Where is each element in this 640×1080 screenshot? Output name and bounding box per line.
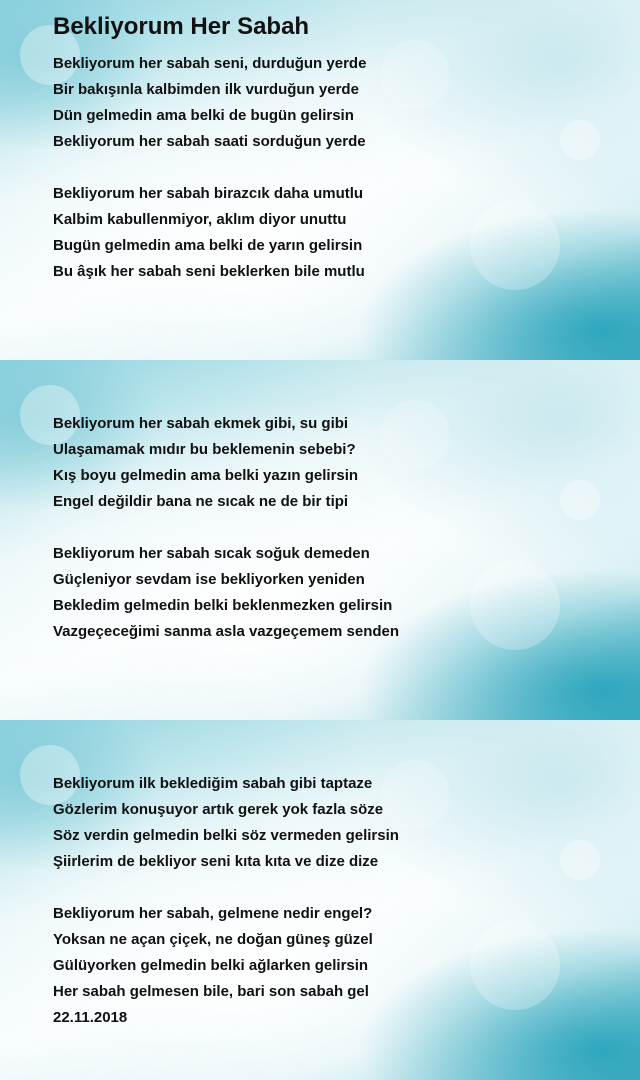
poem-line: Her sabah gelmesen bile, bari son sabah gel — [53, 983, 369, 1000]
stanza-1 — [53, 51, 366, 155]
bokeh-light — [560, 120, 600, 160]
bokeh-light — [470, 560, 560, 650]
poem-line: Bekliyorum ilk beklediğim sabah gibi taptaze — [53, 775, 373, 792]
bokeh-light — [380, 40, 450, 110]
poem-line: Bekliyorum her sabah saati sorduğun yerde — [53, 133, 366, 150]
poem-line: Kış boyu gelmedin ama belki yazın gelirsin — [53, 467, 359, 484]
poem-line: Bekliyorum her sabah ekmek gibi, su gibi — [53, 415, 349, 432]
poem-line: Gözlerim konuşuyor artık gerek yok fazla söze — [53, 801, 384, 818]
poem-line: Söz verdin gelmedin belki söz vermeden gelirsin — [53, 827, 399, 844]
poem-line: Bu âşık her sabah seni beklerken bile mutlu — [53, 263, 365, 280]
poem-date: 22.11.2018 — [53, 1009, 128, 1026]
poem-panel-1 — [0, 0, 640, 360]
stanza-5 — [53, 771, 399, 875]
poem-line: Bekliyorum her sabah seni, durduğun yerde — [53, 55, 367, 72]
poem-line: Vazgeçeceğimi sanma asla vazgeçemem senden — [53, 623, 400, 640]
poem-line: Bugün gelmedin ama belki de yarın gelirsin — [53, 237, 363, 254]
poem-line: Yoksan ne açan çiçek, ne doğan güneş güzel — [53, 931, 373, 948]
poem-line: Bekledim gelmedin belki beklenmezken gelirsin — [53, 597, 393, 614]
stanza-6 — [53, 901, 373, 1031]
bokeh-light — [560, 480, 600, 520]
poem-line: Ulaşamamak mıdır bu beklemenin sebebi? — [53, 441, 356, 458]
poem-panel-2 — [0, 360, 640, 720]
poem-line: Gülüyorken gelmedin belki ağlarken gelirsin — [53, 957, 369, 974]
poem-title: Bekliyorum Her Sabah — [53, 13, 310, 40]
poem-line: Dün gelmedin ama belki de bugün gelirsin — [53, 107, 354, 124]
stanza-3 — [53, 411, 358, 515]
poem-line: Kalbim kabullenmiyor, aklım diyor unuttu — [53, 211, 347, 228]
stanza-2 — [53, 181, 365, 285]
stanza-4 — [53, 541, 399, 645]
poem-panel-3 — [0, 720, 640, 1080]
poem-line: Güçleniyor sevdam ise bekliyorken yeniden — [53, 571, 365, 588]
poem-line: Bekliyorum her sabah sıcak soğuk demeden — [53, 545, 370, 562]
bokeh-light — [380, 400, 450, 470]
bokeh-light — [470, 920, 560, 1010]
bokeh-light — [470, 200, 560, 290]
poem-line: Engel değildir bana ne sıcak ne de bir tipi — [53, 493, 349, 510]
bokeh-light — [560, 840, 600, 880]
poem-line: Bekliyorum her sabah, gelmene nedir engel? — [53, 905, 373, 922]
poem-line: Bir bakışınla kalbimden ilk vurduğun yerde — [53, 81, 359, 98]
poem-line: Şiirlerim de bekliyor seni kıta kıta ve dize dize — [53, 853, 379, 870]
poem-line: Bekliyorum her sabah birazcık daha umutlu — [53, 185, 364, 202]
